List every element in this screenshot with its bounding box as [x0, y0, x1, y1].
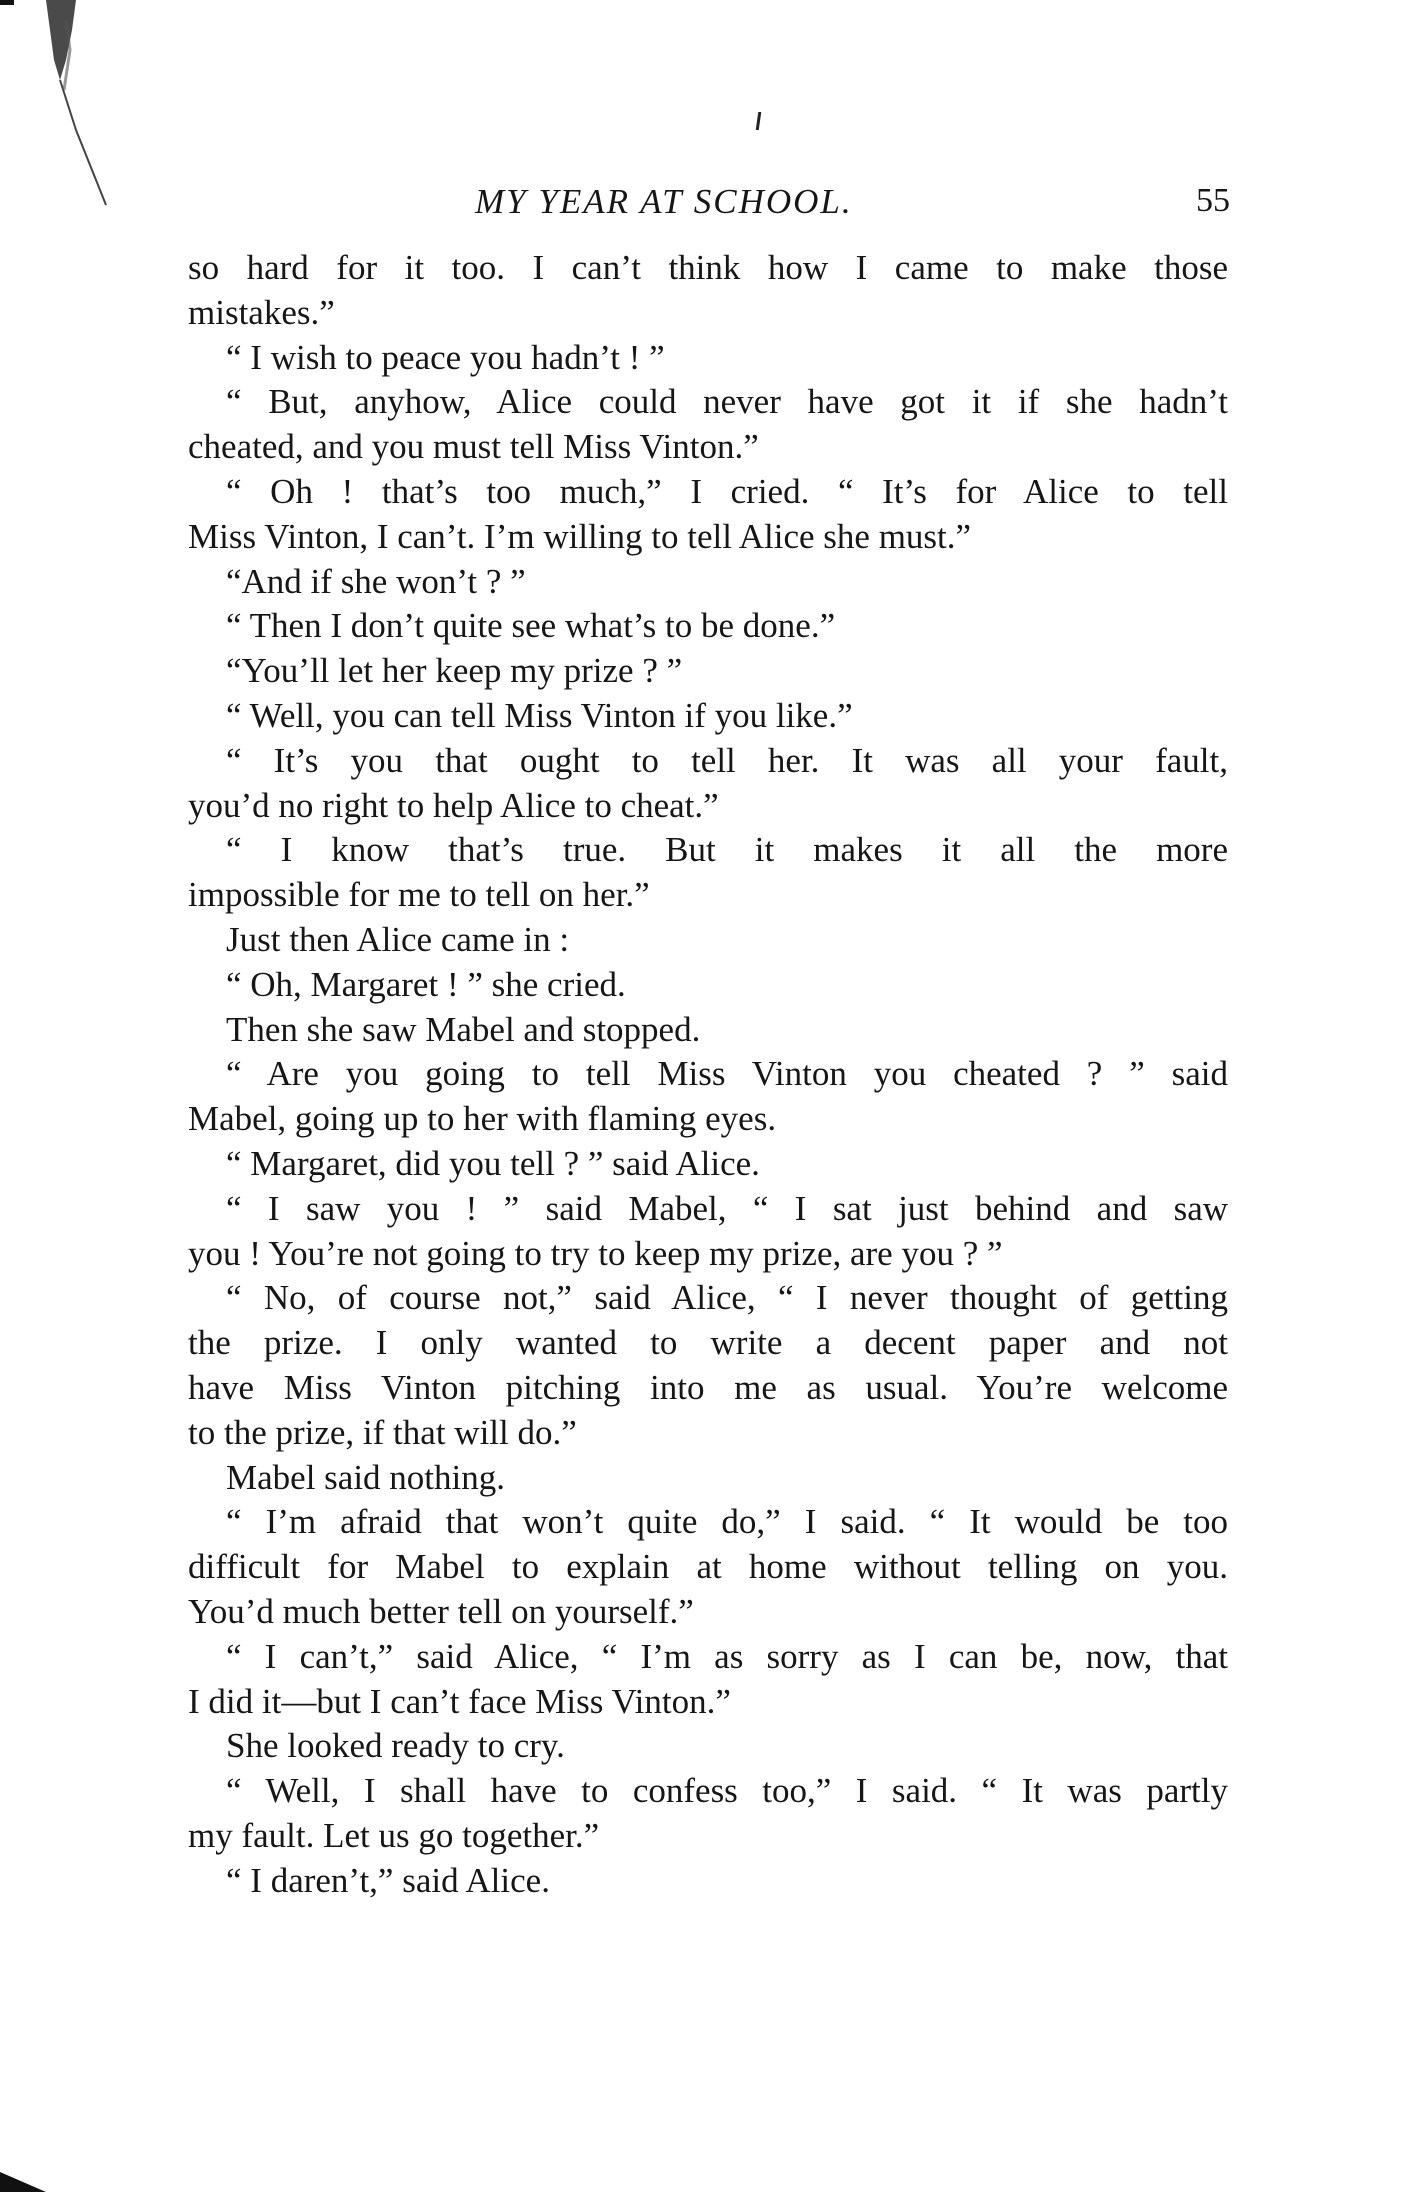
body-text — [188, 246, 1228, 1903]
text-line: “ I wish to peace you hadn’t ! ” — [226, 337, 665, 377]
text-line: Mabel said nothing. — [226, 1457, 505, 1497]
scan-edge-mark — [0, 0, 14, 5]
text-line: “ Then I don’t quite see what’s to be done.” — [226, 606, 836, 646]
text-line: “ No, of course not,” said Alice, “ I never thought of getting — [226, 1278, 1228, 1318]
text-line: “ I daren’t,” said Alice. — [226, 1860, 550, 1900]
text-line: my fault. Let us go together.” — [188, 1815, 600, 1855]
page-number: 55 — [1196, 182, 1230, 219]
stray-ink-mark — [756, 112, 762, 130]
text-line: so hard for it too. I can’t think how I came to make those — [188, 248, 1228, 287]
text-line: She looked ready to cry. — [226, 1726, 565, 1766]
text-line: the prize. I only wanted to write a decent paper and not — [188, 1323, 1228, 1363]
text-line: Just then Alice came in : — [226, 919, 570, 959]
text-line: Miss Vinton, I can’t. I’m willing to tell Alice she must.” — [188, 516, 972, 556]
text-line: You’d much better tell on yourself.” — [188, 1591, 694, 1631]
text-line: “ Are you going to tell Miss Vinton you cheated ? ” said — [226, 1054, 1228, 1094]
running-head — [200, 182, 1230, 232]
text-line: Mabel, going up to her with flaming eyes. — [188, 1099, 777, 1139]
text-line: “ But, anyhow, Alice could never have got it if she hadn’t — [226, 382, 1228, 422]
text-line: “You’ll let her keep my prize ? ” — [226, 651, 683, 691]
text-line: “ It’s you that ought to tell her. It was all your fault, — [226, 740, 1228, 780]
text-line: “ I can’t,” said Alice, “ I’m as sorry as I can be, now, that — [226, 1636, 1228, 1676]
text-line: you ! You’re not going to try to keep my prize, are you ? ” — [188, 1233, 1003, 1273]
text-line: you’d no right to help Alice to cheat.” — [188, 785, 719, 825]
text-line: Then she saw Mabel and stopped. — [226, 1009, 701, 1049]
text-line: “ Well, I shall have to confess too,” I said. “ It was partly — [226, 1771, 1228, 1811]
text-line: “ Well, you can tell Miss Vinton if you like.” — [226, 695, 853, 735]
text-line: “ Oh, Margaret ! ” she cried. — [226, 964, 626, 1004]
running-title: MY YEAR AT SCHOOL. — [475, 182, 853, 221]
text-line: have Miss Vinton pitching into me as usual. You’re welcome — [188, 1367, 1228, 1407]
text-line: impossible for me to tell on her.” — [188, 875, 650, 915]
text-line: I did it—but I can’t face Miss Vinton.” — [188, 1681, 731, 1721]
text-line: to the prize, if that will do.” — [188, 1412, 577, 1452]
text-line: cheated, and you must tell Miss Vinton.” — [188, 427, 759, 467]
text-line: “ I know that’s true. But it makes it all the more — [226, 830, 1228, 870]
text-line: mistakes.” — [188, 292, 335, 332]
text-line: “ Oh ! that’s too much,” I cried. “ It’s for Alice to tell — [226, 471, 1228, 511]
text-line: “And if she won’t ? ” — [226, 561, 526, 601]
text-line: difficult for Mabel to explain at home without telling on you. — [188, 1547, 1228, 1587]
text-line: “ Margaret, did you tell ? ” said Alice. — [226, 1143, 760, 1183]
scan-edge-mark-bottom — [0, 2168, 50, 2194]
text-line: “ I saw you ! ” said Mabel, “ I sat just behind and saw — [226, 1188, 1228, 1228]
text-line: “ I’m afraid that won’t quite do,” I said. “ It would be too — [226, 1502, 1228, 1542]
binding-shadow-mark — [36, 0, 156, 220]
